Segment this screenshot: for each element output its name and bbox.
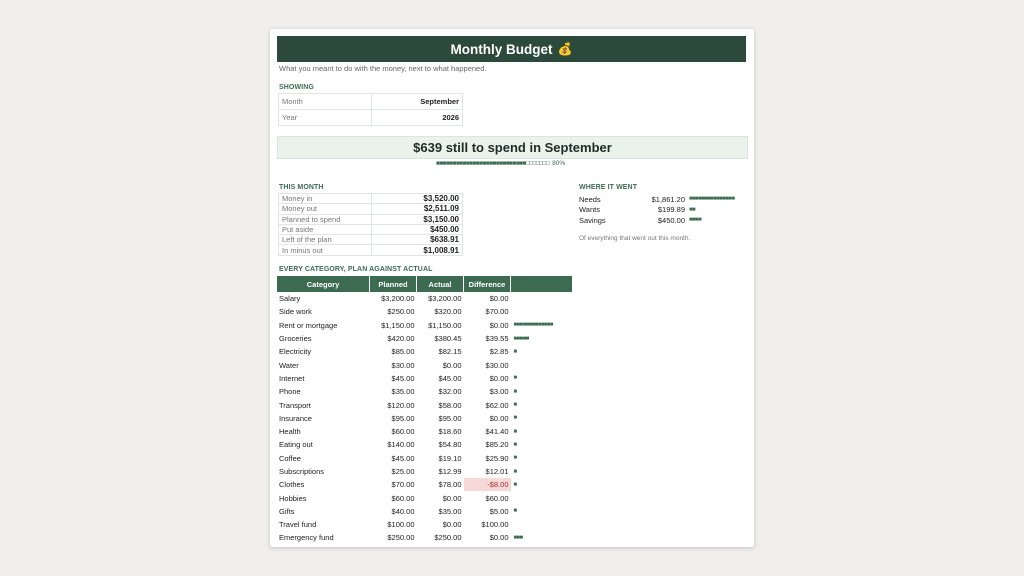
showing-table [278, 93, 463, 126]
spend-bar [511, 358, 573, 371]
table-row [277, 358, 572, 371]
difference-amount: $0.00 [489, 320, 509, 330]
spend-bar [511, 491, 573, 504]
this-month-row [279, 194, 463, 204]
table-row [277, 412, 572, 425]
difference-amount: $5.00 [489, 506, 509, 516]
this-month-value: $3,520.00 [372, 194, 463, 204]
actual-amount[interactable]: $0.00 [442, 493, 462, 503]
difference-amount: $60.00 [485, 493, 509, 503]
this-month-value: $638.91 [372, 235, 463, 245]
table-row [277, 518, 572, 531]
spend-bar: ■ [513, 508, 517, 515]
table-row [277, 438, 572, 451]
planned-amount[interactable]: $1,150.00 [381, 320, 415, 330]
budget-sheet [270, 29, 754, 547]
category-name: Rent or mortgage [279, 320, 338, 330]
table-row [277, 465, 572, 478]
this-month-table [278, 193, 463, 256]
this-month-row [279, 214, 463, 224]
this-month-label: In minus out [279, 245, 372, 255]
where-share-bar: ■■ [689, 206, 696, 213]
spend-bar: ■■■■■■■■■■■■■ [513, 322, 553, 329]
table-row [277, 478, 572, 491]
difference-amount: $62.00 [485, 400, 509, 410]
month-value[interactable]: September [372, 94, 463, 110]
this-month-value: $450.00 [372, 224, 463, 234]
difference-amount: $0.00 [489, 373, 509, 383]
table-row [277, 292, 572, 305]
category-name: Phone [279, 387, 301, 397]
category-name: Water [279, 360, 299, 370]
category-name: Clothes [279, 480, 305, 490]
showing-row-month [279, 94, 463, 110]
this-month-row [279, 204, 463, 214]
this-month-label: Planned to spend [279, 214, 372, 224]
category-name: Groceries [279, 334, 312, 344]
where-row [579, 205, 734, 216]
table-row [277, 491, 572, 504]
difference-amount: -$8.00 [464, 478, 511, 491]
category-name: Transport [279, 400, 311, 410]
categories-header-row [277, 276, 572, 292]
where-value: $450.00 [657, 215, 685, 225]
table-row [277, 452, 572, 465]
where-row [579, 215, 734, 226]
difference-amount: $0.00 [489, 533, 509, 543]
difference-amount: $2.85 [489, 347, 509, 357]
column-header-planned[interactable]: Planned [370, 276, 417, 292]
where-label: Savings [579, 215, 606, 225]
this-month-row [279, 245, 463, 255]
planned-amount[interactable]: $250.00 [387, 533, 415, 543]
planned-amount[interactable]: $60.00 [391, 427, 415, 437]
spend-bar: ■ [513, 428, 517, 435]
title-bar [277, 36, 746, 62]
where-value: $1,861.20 [651, 194, 685, 204]
remaining-headline: $639 still to spend in September [277, 136, 748, 159]
actual-amount[interactable]: $95.00 [438, 413, 462, 423]
actual-amount[interactable]: $0.00 [442, 360, 462, 370]
difference-amount: $100.00 [481, 520, 509, 530]
actual-amount[interactable]: $380.45 [434, 334, 462, 344]
difference-amount: $0.00 [489, 294, 509, 304]
where-section-label: WHERE IT WENT [579, 184, 638, 191]
spend-bar: ■■■ [513, 534, 523, 541]
actual-amount[interactable]: $12.99 [438, 467, 462, 476]
this-month-label: Left of the plan [279, 235, 372, 245]
this-month-value: $3,150.00 [372, 214, 463, 224]
spend-bar: ■ [513, 402, 517, 409]
category-name: Emergency fund [279, 533, 334, 543]
spend-bar: ■ [513, 481, 517, 488]
planned-amount[interactable]: $70.00 [391, 480, 415, 490]
spend-bar [511, 292, 573, 305]
planned-amount[interactable]: $3,200.00 [381, 294, 415, 304]
planned-amount[interactable]: $85.00 [391, 347, 415, 357]
this-month-label: Money out [279, 204, 372, 214]
where-label: Wants [579, 205, 600, 215]
page-subtitle: What you meant to do with the money, next to what happened. [279, 64, 487, 73]
difference-amount: $3.00 [489, 387, 509, 397]
table-row [277, 372, 572, 385]
actual-amount[interactable]: $32.00 [438, 387, 462, 397]
difference-amount: $12.01 [485, 467, 509, 476]
month-label: Month [279, 94, 372, 110]
spend-bar: ■■■■■ [513, 335, 529, 342]
table-row [277, 505, 572, 518]
where-share-bar: ■■■■ [689, 217, 702, 224]
showing-section-label: SHOWING [279, 84, 314, 91]
where-row [579, 194, 734, 205]
difference-amount: $85.20 [485, 440, 509, 450]
planned-amount[interactable]: $95.00 [391, 413, 415, 423]
table-row [277, 531, 572, 544]
planned-amount[interactable]: $25.00 [391, 467, 415, 476]
table-row [277, 425, 572, 438]
planned-amount[interactable]: $100.00 [387, 520, 415, 530]
difference-amount: $41.40 [485, 427, 509, 437]
where-it-went-list [579, 194, 734, 226]
actual-amount[interactable]: $78.00 [438, 480, 462, 490]
spend-bar: ■ [513, 415, 517, 422]
year-label: Year [279, 110, 372, 126]
spend-progress-bar [436, 160, 565, 167]
page-title: Monthly Budget [450, 41, 553, 57]
planned-amount[interactable]: $60.00 [391, 493, 415, 503]
table-row [277, 332, 572, 345]
category-name: Salary [279, 294, 301, 304]
this-month-label: Put aside [279, 224, 372, 234]
spend-bar [511, 518, 573, 531]
actual-amount[interactable]: $18.60 [438, 427, 462, 437]
categories-table [277, 276, 572, 545]
actual-amount[interactable]: $1,150.00 [428, 320, 462, 330]
planned-amount[interactable]: $30.00 [391, 360, 415, 370]
column-header-category[interactable]: Category [277, 276, 370, 292]
actual-amount[interactable]: $250.00 [434, 533, 462, 543]
table-row [277, 305, 572, 318]
spend-bar: ■ [513, 348, 517, 355]
this-month-label: Money in [279, 194, 372, 204]
category-name: Hobbies [279, 493, 307, 503]
actual-amount[interactable]: $35.00 [438, 506, 462, 516]
year-value[interactable]: 2026 [372, 110, 463, 126]
planned-amount[interactable]: $120.00 [387, 400, 415, 410]
planned-amount[interactable]: $420.00 [387, 334, 415, 344]
category-name: Electricity [279, 347, 312, 357]
this-month-value: $1,008.91 [372, 245, 463, 255]
category-name: Gifts [279, 506, 295, 516]
spend-bar: ■ [513, 388, 517, 395]
table-row [277, 398, 572, 411]
planned-amount[interactable]: $35.00 [391, 387, 415, 397]
category-name: Eating out [279, 440, 313, 450]
category-name: Side work [279, 307, 312, 317]
spend-bar [511, 305, 573, 318]
category-name: Subscriptions [279, 467, 325, 476]
planned-amount[interactable]: $250.00 [387, 307, 415, 317]
planned-amount[interactable]: $45.00 [391, 373, 415, 383]
spend-bar: ■ [513, 455, 517, 462]
spend-bar: ■ [513, 468, 517, 475]
table-row [277, 319, 572, 332]
money-bag-icon: 💰 [557, 42, 573, 56]
planned-amount[interactable]: $40.00 [391, 506, 415, 516]
difference-amount: $70.00 [485, 307, 509, 317]
showing-row-year [279, 110, 463, 126]
difference-amount: $0.00 [489, 413, 509, 423]
actual-amount[interactable]: $58.00 [438, 400, 462, 410]
progress-blocks: ■■■■■■■■■■■■■■■■■■■■■■■■■■■□□□□□□□ [436, 160, 550, 167]
this-month-row [279, 224, 463, 234]
category-name: Insurance [279, 413, 312, 423]
this-month-section-label: THIS MONTH [279, 184, 324, 191]
category-name: Coffee [279, 453, 301, 463]
where-share-bar: ■■■■■■■■■■■■■■■ [689, 196, 735, 203]
actual-amount[interactable]: $82.15 [438, 347, 462, 357]
category-name: Internet [279, 373, 305, 383]
progress-percent: 80% [552, 160, 566, 167]
actual-amount[interactable]: $45.00 [438, 373, 462, 383]
column-header-bar [511, 276, 573, 292]
actual-amount[interactable]: $54.80 [438, 440, 462, 450]
difference-amount: $25.90 [485, 453, 509, 463]
difference-amount: $30.00 [485, 360, 509, 370]
this-month-value: $2,511.09 [372, 204, 463, 214]
category-name: Travel fund [279, 520, 317, 530]
difference-amount: $39.55 [485, 334, 509, 344]
actual-amount[interactable]: $0.00 [442, 520, 462, 530]
table-row [277, 385, 572, 398]
column-header-difference[interactable]: Difference [464, 276, 511, 292]
actual-amount[interactable]: $320.00 [434, 307, 462, 317]
this-month-row [279, 235, 463, 245]
where-value: $199.89 [657, 205, 685, 215]
where-label: Needs [579, 194, 601, 204]
planned-amount[interactable]: $45.00 [391, 453, 415, 463]
spend-bar: ■ [513, 375, 517, 382]
planned-amount[interactable]: $140.00 [387, 440, 415, 450]
actual-amount[interactable]: $19.10 [438, 453, 462, 463]
table-row [277, 345, 572, 358]
column-header-actual[interactable]: Actual [417, 276, 464, 292]
categories-section-label: EVERY CATEGORY, PLAN AGAINST ACTUAL [279, 266, 433, 273]
category-name: Health [279, 427, 301, 437]
spend-bar: ■ [513, 441, 517, 448]
where-note: Of everything that went out this month. [579, 235, 691, 242]
actual-amount[interactable]: $3,200.00 [428, 294, 462, 304]
